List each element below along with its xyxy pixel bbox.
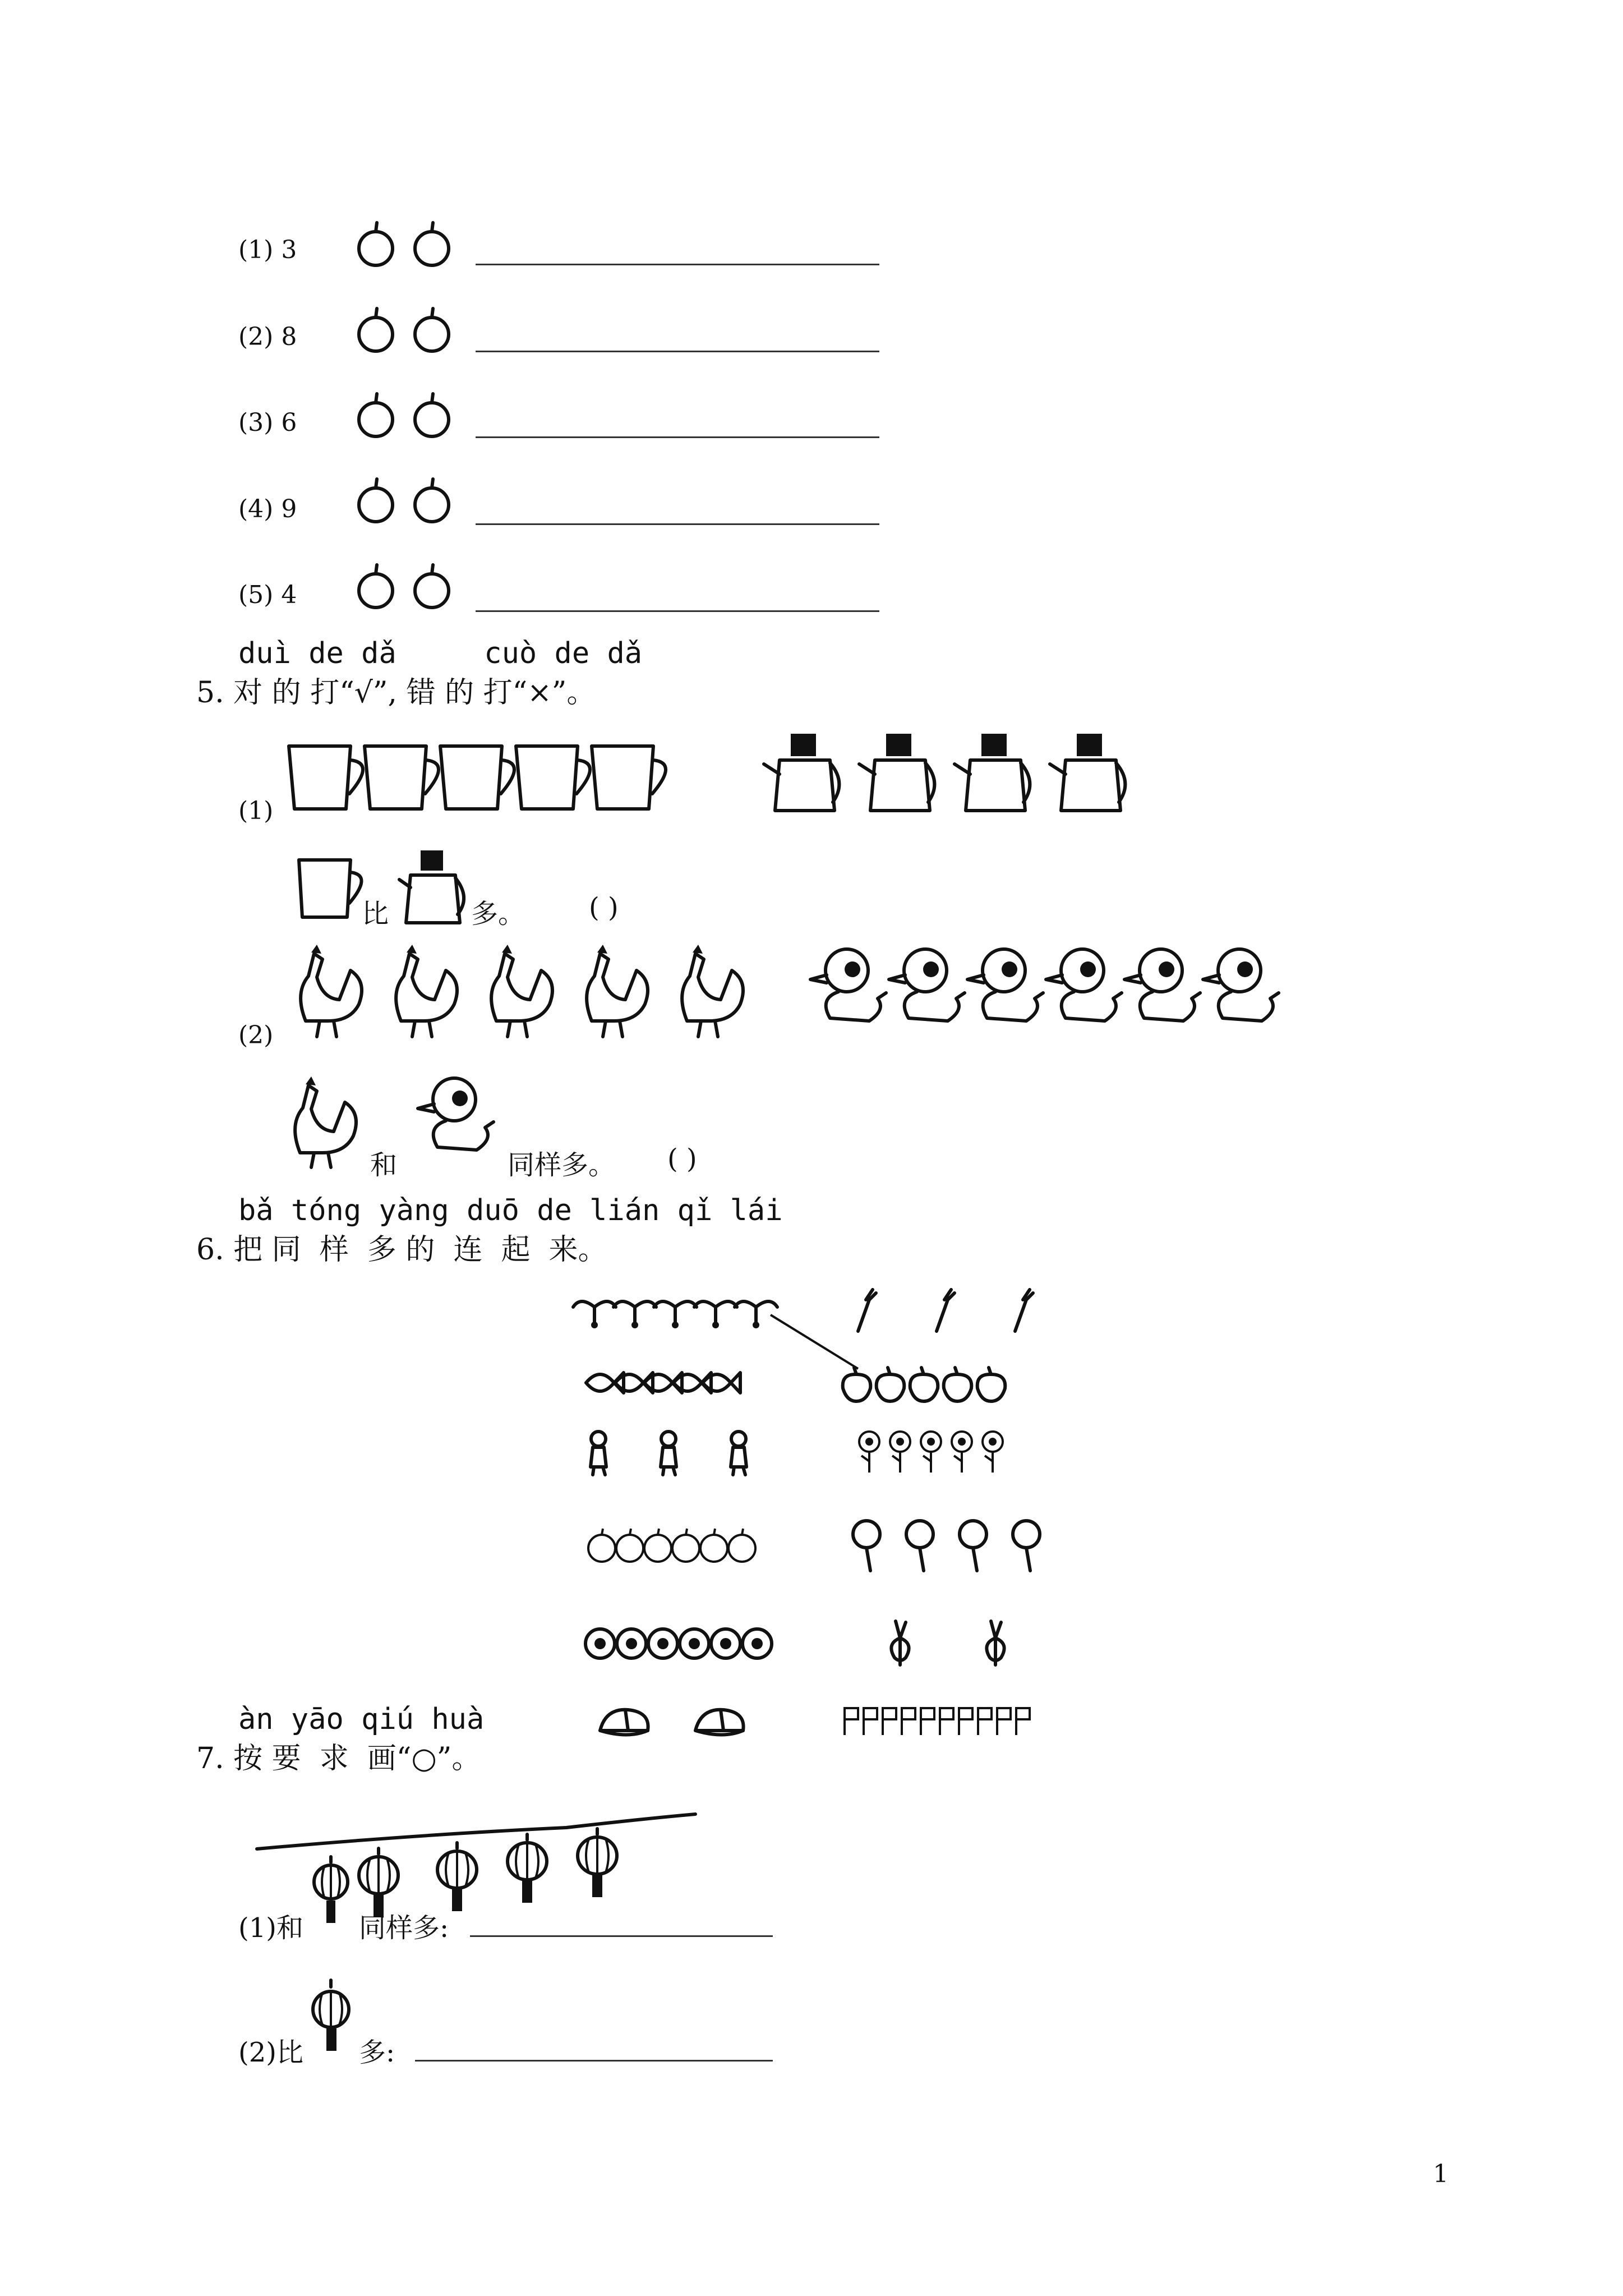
soccer-ball-icon	[680, 1629, 709, 1658]
peach-row	[838, 1358, 1029, 1408]
duck-icon	[810, 949, 886, 1021]
lollipop-icon	[906, 1521, 933, 1571]
carrot-row	[847, 1287, 1038, 1338]
cup-icon	[294, 855, 362, 923]
answer-blank[interactable]	[476, 436, 879, 438]
peach-icon	[978, 1368, 1006, 1401]
kettle-icon	[764, 734, 839, 811]
lantern-icon	[508, 1834, 547, 1903]
answer-parentheses[interactable]: ( )	[589, 892, 619, 923]
peach-icon	[944, 1368, 972, 1401]
flag-icon	[864, 1708, 877, 1735]
q7-title: 7. 按 要 求 画“○”。	[196, 1742, 481, 1775]
soccer-ball-icon	[743, 1629, 772, 1658]
monkey-icon	[661, 1432, 676, 1475]
lantern-icon	[311, 1980, 356, 2064]
cup-row	[283, 740, 676, 819]
orange-icon	[700, 1529, 727, 1562]
cup-icon	[365, 746, 439, 809]
rooster-icon	[396, 945, 457, 1037]
flower-icon	[921, 1432, 941, 1473]
fish-row	[583, 1360, 774, 1405]
carrot-icon	[937, 1290, 955, 1331]
q5-pinyin: duì de dǎ cuò de dǎ	[238, 637, 643, 670]
fish-icon	[703, 1373, 740, 1393]
flag-icon	[902, 1708, 915, 1735]
orange-icon	[644, 1529, 671, 1562]
kettle-icon	[955, 734, 1030, 811]
soccer-ball-row	[583, 1621, 785, 1666]
cup-icon	[440, 746, 514, 809]
soccer-ball-icon	[617, 1629, 646, 1658]
orange-icon	[616, 1529, 643, 1562]
flag-row	[841, 1703, 1054, 1742]
flag-icon	[921, 1708, 934, 1735]
answer-blank[interactable]	[415, 2060, 773, 2062]
lantern-icon	[437, 1843, 477, 1911]
fish-icon	[615, 1373, 653, 1393]
duck-icon	[1203, 949, 1279, 1021]
flower-icon	[952, 1432, 972, 1473]
flag-icon	[845, 1708, 858, 1735]
lantern-icon	[314, 1857, 348, 1923]
fish-icon	[674, 1373, 711, 1393]
cap-row	[594, 1700, 757, 1745]
answer-blank[interactable]	[476, 351, 879, 352]
q7-item2-text: 多:	[359, 2037, 395, 2068]
q4-item-label: (5) 4	[238, 581, 297, 609]
apple-pair-icon	[353, 478, 454, 523]
word-bi: 比	[362, 898, 389, 930]
duck-icon	[1046, 949, 1122, 1021]
q5-title: 5. 对 的 打“√”, 错 的 打“×”。	[196, 676, 596, 710]
q4-item-label: (4) 9	[238, 495, 297, 523]
q4-item-label: (2) 8	[238, 323, 297, 351]
seedling-icon	[614, 1301, 656, 1328]
rooster-icon	[491, 945, 552, 1037]
orange-icon	[672, 1529, 699, 1562]
flag-icon	[1016, 1708, 1030, 1735]
flag-icon	[883, 1708, 896, 1735]
cup-icon	[289, 746, 363, 809]
flag-icon	[997, 1708, 1011, 1735]
rooster-row	[289, 937, 760, 1038]
answer-blank[interactable]	[476, 264, 879, 265]
soccer-ball-icon	[585, 1629, 615, 1658]
q7-pinyin: àn yāo qiú huà	[238, 1703, 485, 1736]
fish-icon	[586, 1373, 624, 1393]
flower-icon	[859, 1432, 879, 1473]
q6-title: 6. 把 同 样 多 的 连 起 来。	[196, 1233, 607, 1267]
radish-row	[883, 1616, 1029, 1672]
flag-icon	[978, 1708, 992, 1735]
duck-icon	[415, 1071, 505, 1156]
q6-pinyin: bǎ tóng yàng duō de lián qǐ lái	[238, 1194, 783, 1227]
cap-icon	[695, 1710, 744, 1735]
soccer-ball-icon	[648, 1629, 677, 1658]
q4-item-label: (3) 6	[238, 408, 297, 437]
kettle-row	[763, 729, 1144, 819]
monkey-icon	[731, 1432, 746, 1475]
q5-item1-label: (1)	[238, 797, 274, 825]
rooster-icon	[301, 945, 362, 1037]
lanterns-on-string	[252, 1795, 701, 1941]
peach-icon	[877, 1368, 905, 1401]
duck-icon	[1124, 949, 1200, 1021]
q7-item2-label: (2)比	[238, 2037, 303, 2068]
page-number: 1	[1433, 2160, 1449, 2188]
kettle-icon	[1050, 734, 1125, 811]
flag-icon	[959, 1708, 972, 1735]
fish-icon	[644, 1373, 682, 1393]
seedling-icon	[694, 1301, 737, 1328]
monkey-icon	[591, 1432, 606, 1475]
radish-icon	[891, 1621, 909, 1665]
answer-blank[interactable]	[476, 523, 879, 525]
example-connecting-line	[768, 1313, 864, 1374]
lollipop-row	[847, 1515, 1049, 1576]
flower-row	[852, 1428, 1032, 1478]
cup-icon	[592, 746, 666, 809]
q7-item1-label: (1)和	[238, 1912, 303, 1944]
lantern-icon	[578, 1829, 617, 1897]
word-same: 同样多。	[508, 1149, 616, 1181]
lollipop-icon	[853, 1521, 880, 1571]
flower-icon	[983, 1432, 1003, 1473]
kettle-icon	[398, 847, 477, 931]
soccer-ball-icon	[711, 1629, 740, 1658]
rooster-icon	[682, 945, 743, 1037]
answer-blank[interactable]	[476, 610, 879, 612]
apple-pair-icon	[353, 307, 454, 352]
word-duo: 多。	[471, 898, 525, 930]
answer-blank[interactable]	[470, 1935, 773, 1937]
rooster-icon	[283, 1069, 367, 1170]
kettle-icon	[859, 734, 934, 811]
answer-parentheses[interactable]: ( )	[667, 1143, 697, 1175]
word-he: 和	[370, 1149, 398, 1181]
orange-icon	[588, 1529, 615, 1562]
q7-item1-text: 同样多:	[359, 1912, 449, 1944]
cup-icon	[516, 746, 590, 809]
radish-icon	[986, 1621, 1004, 1665]
apple-pair-icon	[353, 564, 454, 609]
seedling-icon	[654, 1301, 697, 1328]
rooster-icon	[587, 945, 648, 1037]
duck-icon	[967, 949, 1043, 1021]
peach-icon	[910, 1368, 938, 1401]
lollipop-icon	[960, 1521, 986, 1571]
lollipop-icon	[1013, 1521, 1040, 1571]
q4-item-label: (1) 3	[238, 236, 297, 264]
q5-item2-label: (2)	[238, 1021, 274, 1050]
apple-pair-icon	[353, 393, 454, 438]
orange-icon	[728, 1529, 755, 1562]
flower-icon	[890, 1432, 910, 1473]
duck-icon	[889, 949, 965, 1021]
flag-icon	[940, 1708, 953, 1735]
duck-row	[808, 942, 1279, 1032]
seedling-icon	[573, 1301, 616, 1328]
orange-row	[586, 1523, 771, 1568]
apple-pair-icon	[353, 222, 454, 266]
cap-icon	[600, 1710, 648, 1735]
monkey-row	[586, 1428, 766, 1478]
carrot-icon	[1015, 1290, 1033, 1331]
